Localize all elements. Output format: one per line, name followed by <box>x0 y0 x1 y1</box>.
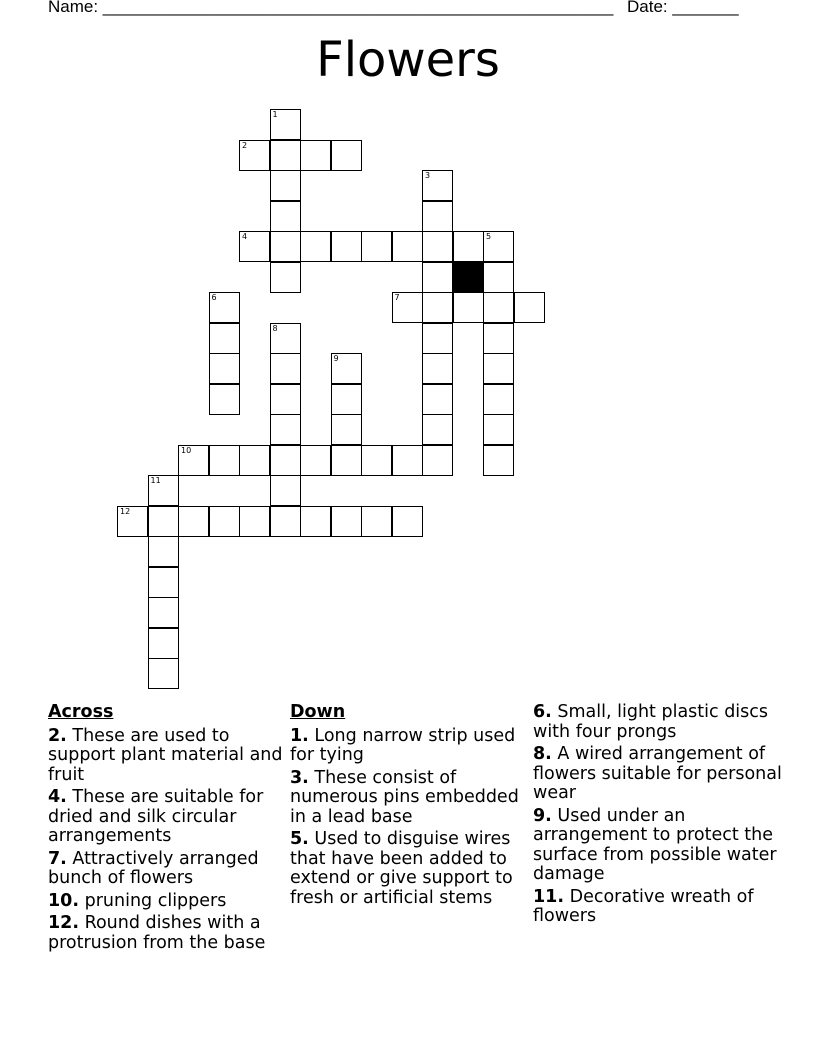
crossword-cell[interactable] <box>392 506 423 537</box>
clue-number: 12. <box>48 913 80 933</box>
crossword-cell[interactable] <box>361 445 392 476</box>
clue-number: 9. <box>533 805 552 826</box>
crossword-cell[interactable] <box>270 170 301 201</box>
clue-text: A wired arrangement of flowers suitable for personal wear <box>533 744 782 803</box>
clue-item <box>290 727 530 766</box>
crossword-cell[interactable] <box>270 323 301 354</box>
crossword-cell[interactable] <box>483 445 514 476</box>
clue-number: 1. <box>290 725 309 746</box>
down-heading: Down <box>290 702 346 722</box>
crossword-cell[interactable] <box>209 445 240 476</box>
clue-item <box>533 703 783 742</box>
crossword-cell[interactable] <box>178 506 209 537</box>
crossword-cell[interactable] <box>483 231 514 262</box>
clue-number-label: 12 <box>120 506 131 516</box>
clue-item <box>48 727 288 786</box>
crossword-cell[interactable] <box>514 292 545 323</box>
crossword-cell[interactable] <box>453 292 484 323</box>
clue-text: Long narrow strip used for tying <box>290 725 516 765</box>
crossword-cell[interactable] <box>270 231 301 262</box>
crossword-cell[interactable] <box>483 292 514 323</box>
crossword-cell[interactable] <box>483 414 514 445</box>
across-clues <box>48 703 288 956</box>
clue-number: 4. <box>48 787 67 807</box>
date-field-label: Date: _______ <box>627 0 739 16</box>
clue-item <box>48 850 288 889</box>
crossword-cell[interactable] <box>209 506 240 537</box>
clue-number: 3. <box>290 767 309 788</box>
crossword-cell[interactable] <box>422 231 453 262</box>
crossword-cell[interactable] <box>483 353 514 384</box>
clue-number: 6. <box>533 702 552 722</box>
clue-text: Small, light plastic discs with four prongs <box>533 702 769 742</box>
crossword-cell[interactable] <box>148 628 179 659</box>
clue-number-label: 2 <box>242 140 248 150</box>
crossword-cell[interactable] <box>422 292 453 323</box>
clue-text: These are used to support plant material and fruit <box>48 725 283 785</box>
crossword-cell[interactable] <box>422 323 453 354</box>
crossword-cell[interactable] <box>209 292 240 323</box>
crossword-cell[interactable] <box>422 353 453 384</box>
crossword-cell[interactable] <box>392 231 423 262</box>
clue-item <box>533 807 783 885</box>
clue-text: These are suitable for dried and silk circular arrangements <box>48 787 264 846</box>
crossword-cell[interactable] <box>148 475 179 506</box>
clue-number: 8. <box>533 744 552 764</box>
clue-text: pruning clippers <box>84 890 227 911</box>
clue-item <box>48 788 288 847</box>
crossword-cell[interactable] <box>300 506 331 537</box>
clue-text: Used under an arrangement to protect the surface from possible water damage <box>533 805 777 884</box>
crossword-cell[interactable] <box>270 475 301 506</box>
clue-item <box>48 892 288 912</box>
crossword-cell[interactable] <box>209 323 240 354</box>
crossword-block <box>453 262 484 293</box>
crossword-cell[interactable] <box>209 384 240 415</box>
crossword-cell[interactable] <box>239 140 270 171</box>
clue-item <box>533 745 783 804</box>
down-clues <box>290 703 530 911</box>
clue-number-label: 4 <box>242 232 248 241</box>
crossword-cell[interactable] <box>331 506 362 537</box>
crossword-cell[interactable] <box>392 292 423 323</box>
crossword-cell[interactable] <box>453 231 484 262</box>
crossword-cell[interactable] <box>361 506 392 537</box>
crossword-cell[interactable] <box>270 109 301 140</box>
crossword-cell[interactable] <box>300 140 331 171</box>
crossword-cell[interactable] <box>148 567 179 598</box>
crossword-cell[interactable] <box>209 353 240 384</box>
crossword-cell[interactable] <box>422 170 453 201</box>
crossword-cell[interactable] <box>483 384 514 415</box>
clue-number-label: 9 <box>333 354 339 363</box>
clue-number-label: 7 <box>394 293 400 302</box>
clue-number-label: 8 <box>272 323 278 333</box>
clue-item <box>533 888 783 927</box>
crossword-cell[interactable] <box>422 262 453 293</box>
crossword-cell[interactable] <box>117 506 148 537</box>
clue-number-label: 10 <box>181 445 192 455</box>
page-title: Flowers <box>316 32 500 88</box>
crossword-cell[interactable] <box>331 414 362 445</box>
crossword-cell[interactable] <box>422 445 453 476</box>
crossword-cell[interactable] <box>270 353 301 384</box>
clue-item <box>290 830 530 908</box>
clue-number-label: 5 <box>486 232 492 241</box>
crossword-cell[interactable] <box>178 445 209 476</box>
crossword-cell[interactable] <box>148 658 179 689</box>
clue-text: Decorative wreath of flowers <box>533 886 754 926</box>
clue-number: 5. <box>290 829 309 849</box>
crossword-cell[interactable] <box>300 445 331 476</box>
clue-number: 7. <box>48 848 67 869</box>
clue-number-label: 6 <box>211 293 217 302</box>
crossword-cell[interactable] <box>331 445 362 476</box>
crossword-cell[interactable] <box>483 323 514 354</box>
crossword-cell[interactable] <box>392 445 423 476</box>
crossword-cell[interactable] <box>270 445 301 476</box>
clue-text: Round dishes with a protrusion from the base <box>48 913 266 953</box>
crossword-cell[interactable] <box>239 506 270 537</box>
clue-text: These consist of numerous pins embedded in a lead base <box>290 767 519 827</box>
crossword-cell[interactable] <box>270 506 301 537</box>
crossword-cell[interactable] <box>422 414 453 445</box>
crossword-cell[interactable] <box>270 262 301 293</box>
crossword-cell[interactable] <box>422 201 453 232</box>
crossword-cell[interactable] <box>270 384 301 415</box>
crossword-cell[interactable] <box>148 506 179 537</box>
crossword-cell[interactable] <box>300 231 331 262</box>
clue-number: 10. <box>48 890 80 911</box>
clue-item <box>48 914 288 953</box>
crossword-cell[interactable] <box>361 231 392 262</box>
crossword-cell[interactable] <box>270 140 301 171</box>
across-heading: Across <box>48 702 114 722</box>
clue-number: 2. <box>48 725 67 746</box>
crossword-cell[interactable] <box>148 536 179 567</box>
clue-text: Attractively arranged bunch of flowers <box>48 848 259 888</box>
crossword-cell[interactable] <box>331 140 362 171</box>
crossword-cell[interactable] <box>422 384 453 415</box>
crossword-cell[interactable] <box>239 445 270 476</box>
crossword-cell[interactable] <box>270 201 301 232</box>
crossword-cell[interactable] <box>331 384 362 415</box>
crossword-cell[interactable] <box>483 262 514 293</box>
crossword-cell[interactable] <box>148 597 179 628</box>
clue-text: Used to disguise wires that have been added to extend or give support to fresh or artificial stems <box>290 829 513 908</box>
crossword-cell[interactable] <box>331 231 362 262</box>
down-clues-continued <box>533 703 783 930</box>
clue-number-label: 3 <box>425 171 431 180</box>
crossword-cell[interactable] <box>331 353 362 384</box>
clue-item <box>290 769 530 828</box>
crossword-cell[interactable] <box>270 414 301 445</box>
clue-number: 11. <box>533 886 565 907</box>
name-field-label: Name: ______________________________________________________ <box>48 0 614 16</box>
clue-number-label: 11 <box>150 476 161 485</box>
crossword-cell[interactable] <box>239 231 270 262</box>
clue-number-label: 1 <box>272 110 278 119</box>
